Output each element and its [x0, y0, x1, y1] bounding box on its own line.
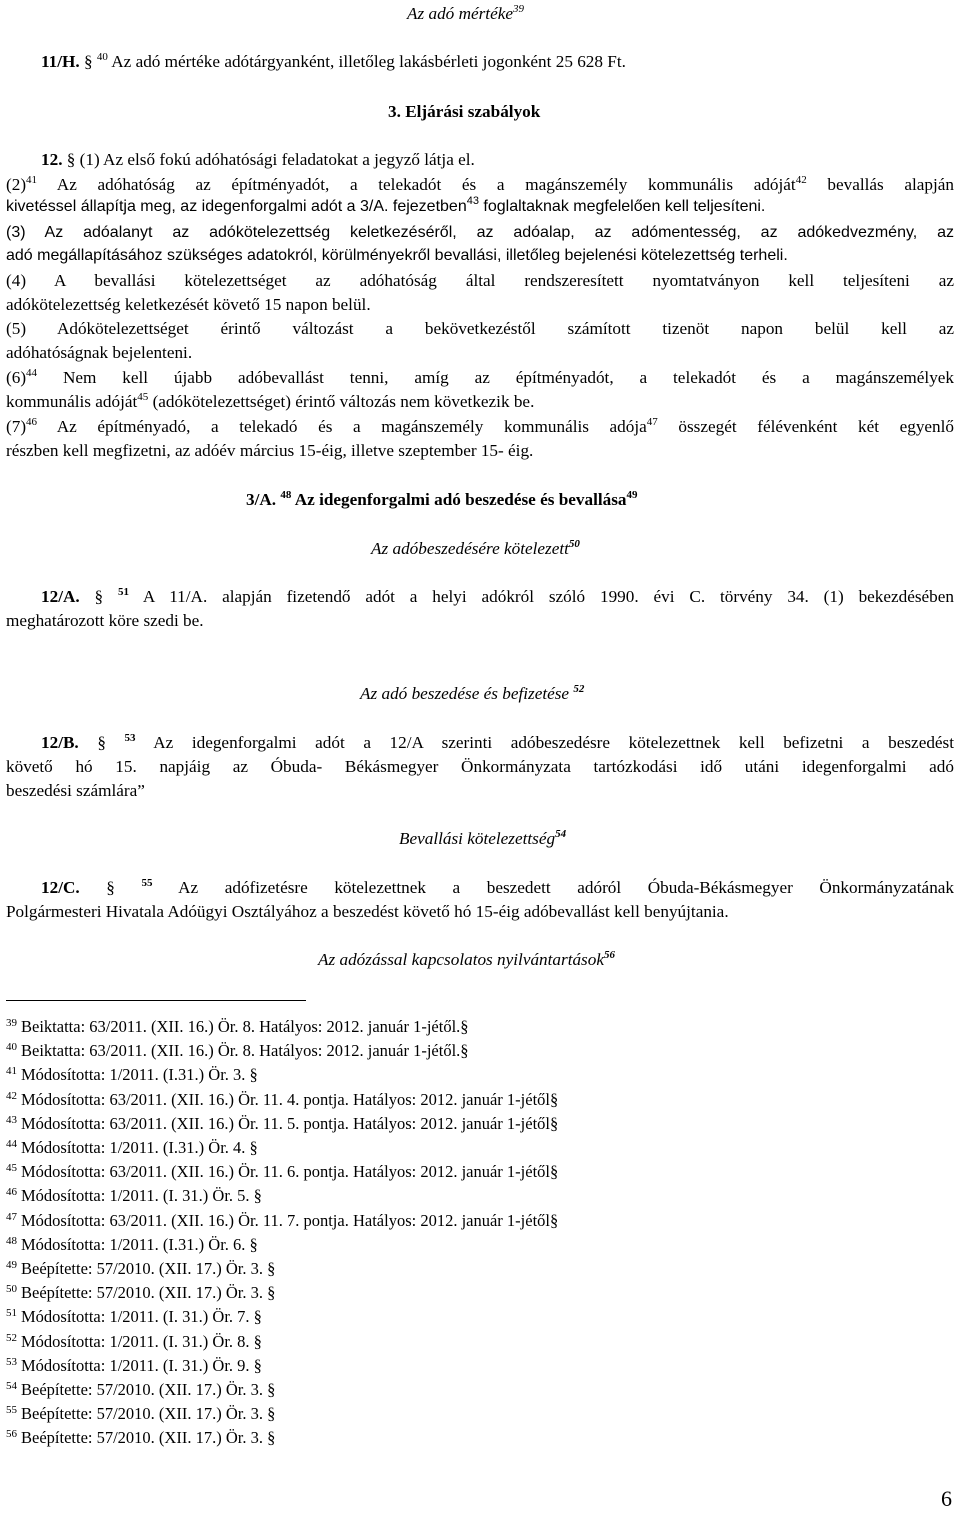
- footnote-text: Módosította: 1/2011. (I. 31.) Ör. 7.: [21, 1307, 254, 1327]
- footnote-46: [6, 1186, 262, 1206]
- footnote-number: 49: [6, 1259, 17, 1271]
- footnote-number: 39: [6, 1017, 17, 1029]
- footnote-51: [6, 1307, 262, 1327]
- footnote-number: 47: [6, 1210, 17, 1223]
- footnote-number: 51: [6, 1307, 17, 1320]
- section-sign: §: [550, 1089, 559, 1109]
- paragraph-12-3-line2: adó megállapításához szükséges adatokról, körülményekről bevallási, illetőleg bejelenési kötelezettség terheli.: [6, 247, 788, 264]
- footnote-56: [6, 1428, 275, 1448]
- footnote-text: Beépítette: 57/2010. (XII. 17.) Ör. 3.: [21, 1380, 268, 1399]
- section-sign: §: [267, 1283, 276, 1303]
- footnote-number: 40: [6, 1041, 17, 1054]
- footnote-48: [6, 1235, 258, 1255]
- footnote-number: 55: [6, 1404, 17, 1417]
- footnote-text: Módosította: 63/2011. (XII. 16.) Ör. 11. 6. pontja. Hatályos: 2012. január 1-jétől: [21, 1162, 550, 1182]
- paragraph-11h: 11/H. § $^{40}$ Az adó mértéke adótárgyanként, illetőleg lakásbérleti jogonként 25 628 Ft.: [41, 51, 626, 71]
- paragraph-12a-line1: 12/A. § $^{51}$ A 11/A. alapján fizetendő adót a helyi adókról szóló 1990. évi C. törvény 34. (1) bekezdésében: [41, 586, 954, 606]
- footnote-47: [6, 1211, 558, 1231]
- footnote-text: Módosította: 1/2011. (I.31.) Ör. 3.: [21, 1065, 250, 1085]
- section-sign: §: [550, 1210, 559, 1230]
- subheading-nyilvantartas: Az adózással kapcsolatos nyilvántartások$^{56}$: [318, 949, 615, 969]
- section-sign: §: [253, 1186, 262, 1206]
- footnote-number: 53: [6, 1355, 17, 1368]
- paragraph-12-7-line1: $(7)^{46}$ Az építményadó, a telekadó és a magánszemély kommunális adója$^{47}$ összegét félévenként két egyenlő: [6, 416, 954, 436]
- footnote-text: Beépítette: 57/2010. (XII. 17.) Ör. 3.: [21, 1259, 268, 1278]
- footnote-text: Módosította: 1/2011. (I. 31.) Ör. 8.: [21, 1331, 254, 1351]
- footnote-number: 56: [6, 1428, 17, 1441]
- footnote-44: [6, 1138, 258, 1158]
- section-sign: §: [550, 1113, 559, 1133]
- paragraph-12-3-line1: (3) Az adóalanyt az adókötelezettség keletkezéséről, az adóalap, az adómentesség, az adókedvezmény, az: [6, 224, 954, 241]
- footnote-52: [6, 1332, 262, 1352]
- footnote-45: [6, 1162, 558, 1182]
- section-sign: §: [460, 1017, 469, 1036]
- footnote-text: Beiktatta: 63/2011. (XII. 16.) Ör. 8. Hatályos: 2012. január 1-jétől.: [21, 1041, 461, 1061]
- chapter-3a-title: 3/A. $^{48}$ Az idegenforgalmi adó beszedése és bevallása$^{49}$: [246, 489, 638, 509]
- footnote-40: [6, 1041, 469, 1061]
- chapter-title: 3. Eljárási szabályok: [388, 102, 541, 121]
- footnote-text: Módosította: 1/2011. (I.31.) Ör. 4.: [21, 1138, 250, 1157]
- section-sign: §: [460, 1041, 469, 1061]
- paragraph-12-1: 12. § (1) Az első fokú adóhatósági feladatokat a jegyző látja el.: [41, 150, 475, 169]
- paragraph-12b-line1: 12/B. § $^{53}$ Az idegenforgalmi adót a 12/A szerinti adóbeszedésre kötelezettnek kell befizetni a beszedést: [41, 732, 955, 752]
- paragraph-12-6-line2: kommunális adóját$^{45}$ (adókötelezettséget) érintő változás nem következik be.: [6, 391, 535, 411]
- paragraph-12b-line3: beszedési számlára”: [6, 781, 145, 800]
- section-sign: §: [267, 1380, 276, 1399]
- footnote-text: Módosította: 1/2011. (I. 31.) Ör. 5.: [21, 1186, 254, 1206]
- paragraph-12-6-line1: $(6)^{44}$ Nem kell újabb adóbevallást tenni, amíg az építményadót, a telekadót és a magánszemélyek: [6, 367, 955, 387]
- footnote-separator: [6, 1000, 306, 1001]
- footnote-50: [6, 1283, 275, 1303]
- section-sign: §: [253, 1331, 262, 1351]
- footnote-text: Beépítette: 57/2010. (XII. 17.) Ör. 3.: [21, 1428, 268, 1448]
- paragraph-12-4-line2: adókötelezettség keletkezését követő 15 napon belül.: [6, 295, 371, 314]
- footnote-number: 44: [6, 1138, 17, 1150]
- footnote-text: Módosította: 63/2011. (XII. 16.) Ör. 11. 4. pontja. Hatályos: 2012. január 1-jétől: [21, 1089, 550, 1109]
- footnote-number: 42: [6, 1089, 17, 1102]
- subheading-adobeszedes: Az adóbeszedésére kötelezett$^{50}$: [371, 538, 580, 558]
- page-number: 6: [941, 1486, 952, 1511]
- footnote-43: [6, 1114, 558, 1134]
- footnote-41: [6, 1065, 258, 1085]
- footnote-text: Módosította: 1/2011. (I. 31.) Ör. 9.: [21, 1355, 254, 1375]
- paragraph-12a-line2: meghatározott köre szedi be.: [6, 611, 204, 630]
- footnote-number: 50: [6, 1283, 17, 1296]
- footnote-number: 41: [6, 1065, 17, 1078]
- footnote-54: [6, 1380, 275, 1400]
- footnote-text: Módosította: 63/2011. (XII. 16.) Ör. 11. 7. pontja. Hatályos: 2012. január 1-jétől: [21, 1210, 550, 1230]
- footnote-text: Beépítette: 57/2010. (XII. 17.) Ör. 3.: [21, 1404, 268, 1424]
- footnote-number: 43: [6, 1113, 17, 1126]
- section-heading: Az adó mértéke$^{39}$: [407, 3, 524, 23]
- footnote-55: [6, 1404, 275, 1424]
- footnote-number: 45: [6, 1162, 17, 1175]
- paragraph-12c-line2: Polgármesteri Hivatala Adóügyi Osztályához a beszedést követő hó 15-éig adóbevallást kell benyújtania.: [6, 902, 729, 921]
- paragraph-12-7-line2: részben kell megfizetni, az adóév március 15-éig, illetve szeptember 15- éig.: [6, 441, 534, 460]
- footnote-text: Módosította: 63/2011. (XII. 16.) Ör. 11. 5. pontja. Hatályos: 2012. január 1-jétől: [21, 1113, 550, 1133]
- footnote-39: [6, 1017, 469, 1037]
- subheading-bevallasi: Bevallási kötelezettség$^{54}$: [399, 828, 567, 848]
- section-sign: §: [267, 1259, 276, 1278]
- section-sign: §: [253, 1307, 262, 1327]
- paragraph-12b-line2: követő hó 15. napjáig az Óbuda- Békásmegyer Önkormányzata tartózkodási idő utáni idegenforgalmi adó: [6, 757, 954, 776]
- paragraph-12-5-line2: adóhatóságnak bejelenteni.: [6, 343, 193, 362]
- section-sign: §: [249, 1234, 258, 1254]
- section-sign: §: [267, 1428, 276, 1448]
- section-sign: §: [267, 1404, 276, 1424]
- paragraph-12c-line1: 12/C. § $^{55}$ Az adófizetésre kötelezettnek a beszedett adóról Óbuda-Békásmegyer Önkormányzatának: [41, 877, 955, 897]
- footnote-text: Beiktatta: 63/2011. (XII. 16.) Ör. 8. Hatályos: 2012. január 1-jétől.: [21, 1017, 461, 1036]
- footnote-text: Beépítette: 57/2010. (XII. 17.) Ör. 3.: [21, 1283, 268, 1303]
- section-sign: §: [253, 1355, 262, 1375]
- section-sign: §: [249, 1138, 258, 1157]
- footnote-number: 52: [6, 1331, 17, 1344]
- paragraph-12-5-line1: (5) Adókötelezettséget érintő változást a bekövetkezéstől számított tizenöt napon belül kell az: [6, 319, 954, 338]
- footnote-number: 54: [6, 1380, 17, 1392]
- footnote-text: Módosította: 1/2011. (I.31.) Ör. 6.: [21, 1234, 250, 1254]
- footnote-53: [6, 1356, 262, 1376]
- footnote-number: 48: [6, 1234, 17, 1247]
- footnote-42: [6, 1090, 558, 1110]
- footnote-number: 46: [6, 1186, 17, 1199]
- paragraph-12-4-line1: (4) A bevallási kötelezettséget az adóhatóság által rendszeresített nyomtatványon kell teljesíteni az: [6, 271, 954, 290]
- section-sign: §: [249, 1065, 258, 1085]
- subheading-beszedes: Az adó beszedése és befizetése $^{52}$: [360, 683, 585, 703]
- paragraph-12-2-line2: kivetéssel állapítja meg, az idegenforgalmi adót a 3/A. fejezetben$^{43}$ foglaltaknak megfelelően kell teljesíteni.: [6, 195, 766, 215]
- section-sign: §: [550, 1162, 559, 1182]
- footnote-49: [6, 1259, 275, 1279]
- paragraph-12-2-line1: $(2)^{41}$ Az adóhatóság az építményadót, a telekadót és a magánszemély kommunális adóját$^{42}$ bevallás alapján: [6, 174, 955, 194]
